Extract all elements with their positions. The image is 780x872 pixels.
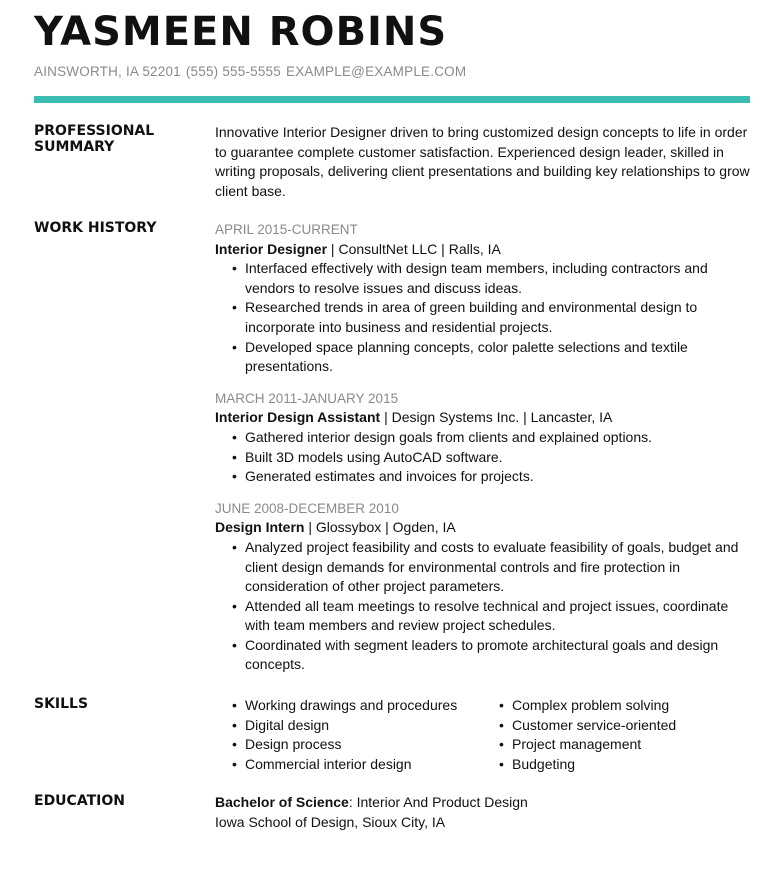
job-title-line: Interior Design Assistant | Design Systems Inc. | Lancaster, IA — [215, 409, 613, 426]
candidate-name: YASMEEN ROBINS — [34, 9, 448, 55]
job-bullet: • Gathered interior design goals from clients and explained options. — [215, 428, 750, 448]
job-dates: MARCH 2011-JANUARY 2015 — [215, 390, 399, 406]
skill-item: • Digital design — [215, 716, 482, 736]
contact-address: AINSWORTH, IA 52201 — [34, 64, 181, 79]
education-degree: Bachelor of Science — [215, 794, 349, 810]
skills-columns — [215, 696, 750, 774]
job-location: Lancaster, IA — [530, 409, 613, 426]
job-company: ConsultNet LLC — [338, 240, 438, 257]
job-dates: APRIL 2015-CURRENT — [215, 222, 358, 237]
summary-heading-line1: PROFESSIONAL — [34, 123, 155, 139]
job-bullet: • Analyzed project feasibility and costs to evaluate feasibility of goals, budget and client design demands for environmental controls and fire protection in consideration of other project parameters. — [215, 538, 750, 597]
skills-list-left — [215, 696, 482, 774]
accent-divider — [34, 96, 750, 103]
education-degree-line: Bachelor of Science: Interior And Product Design — [215, 794, 528, 810]
job-entry — [215, 220, 750, 377]
skill-item: • Customer service-oriented — [482, 716, 749, 736]
contact-phone: (555) 555-5555 — [185, 64, 281, 79]
job-bullet: • Researched trends in area of green building and environmental design to incorporate into business and residential projects. — [215, 298, 750, 337]
education-school: Iowa School of Design, Sioux City, IA — [215, 813, 446, 830]
job-entry — [215, 499, 750, 675]
job-dates: JUNE 2008-DECEMBER 2010 — [215, 500, 399, 516]
job-role: Design Intern — [215, 519, 305, 536]
job-role: Interior Design Assistant — [215, 409, 381, 426]
skill-item: • Commercial interior design — [215, 755, 482, 775]
contact-line — [34, 64, 466, 79]
job-bullet: • Generated estimates and invoices for projects. — [215, 467, 750, 487]
job-bullet: • Attended all team meetings to resolve technical and project issues, coordinate with team members and review project schedules. — [215, 597, 750, 636]
education-field: Interior And Product Design — [356, 794, 528, 810]
job-entry — [215, 389, 750, 487]
job-company: Glossybox — [315, 519, 382, 536]
work-history-heading: WORK HISTORY — [34, 220, 157, 236]
job-location: Ralls, IA — [448, 240, 501, 257]
skill-item: • Complex problem solving — [482, 696, 749, 716]
summary-heading — [34, 123, 194, 155]
skill-item: • Project management — [482, 735, 749, 755]
skills-heading: SKILLS — [34, 696, 89, 712]
job-bullets — [215, 538, 750, 675]
job-bullets — [215, 428, 750, 487]
skills-list-right — [482, 696, 749, 774]
summary-heading-line2: SUMMARY — [34, 139, 115, 155]
job-bullet: • Built 3D models using AutoCAD software. — [215, 448, 750, 468]
job-bullet: • Interfaced effectively with design team members, including contractors and vendors to resolve issues and discuss ideas. — [215, 259, 750, 298]
summary-text: Innovative Interior Designer driven to bring customized design concepts to life in order to guarantee complete customer satisfaction. Experienced design leader, skilled in writing proposals, delivering client presentations and building key relationships to grow client base. — [215, 124, 750, 199]
skill-item: • Design process — [215, 735, 482, 755]
contact-email: EXAMPLE@EXAMPLE.COM — [285, 64, 467, 79]
job-title-line: Design Intern | Glossybox | Ogden, IA — [215, 519, 456, 536]
job-bullets — [215, 259, 750, 377]
job-bullet: • Developed space planning concepts, color palette selections and textile presentations. — [215, 338, 750, 377]
job-bullet: • Coordinated with segment leaders to promote architectural goals and design concepts. — [215, 636, 750, 675]
skill-item: • Budgeting — [482, 755, 749, 775]
education-heading: EDUCATION — [34, 793, 125, 809]
job-location: Ogden, IA — [392, 519, 456, 536]
job-title-line: Interior Designer | ConsultNet LLC | Ralls, IA — [215, 240, 501, 257]
job-company: Design Systems Inc. — [391, 409, 520, 426]
skill-item: • Working drawings and procedures — [215, 696, 482, 716]
job-role: Interior Designer — [215, 240, 328, 257]
